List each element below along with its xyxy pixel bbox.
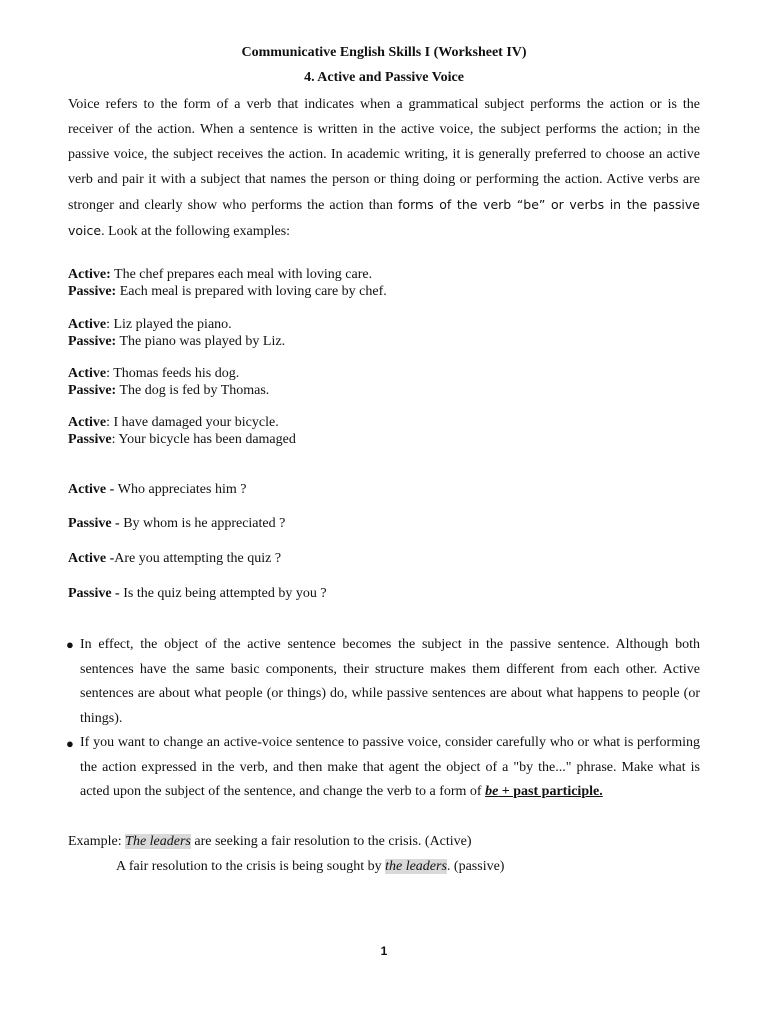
question-text: Who appreciates him ? [117, 482, 247, 497]
final-example-active [68, 833, 708, 850]
active-sentence: : Liz played the piano. [106, 317, 232, 332]
intro-paragraph [68, 92, 700, 244]
question-label: Passive - [68, 586, 124, 601]
passive-sentence: Each meal is prepared with loving care by chef. [116, 284, 387, 299]
passive-label: Passive: [68, 383, 117, 398]
document-title: Communicative English Skills I (Worksheet IV) [241, 45, 527, 60]
bullet-2-text: If you want to change an active-voice sentence to passive voice, consider carefully who or what is performing the action expressed in the verb, and then make that agent the object of a "by the..." phrase. Make what is acted upon the subject of the sentence, and change the verb to a form of [80, 735, 700, 799]
active-label: Active [68, 366, 107, 381]
bullet-icon: ● [66, 637, 74, 652]
past-participle-emphasis: + past participle. [498, 784, 603, 799]
example-pair-3 [68, 365, 708, 399]
active-sentence: : I have damaged your bicycle. [106, 415, 279, 430]
question-example-2 [68, 515, 708, 532]
question-label: Passive - [68, 516, 124, 531]
highlighted-phrase: the leaders [385, 859, 447, 874]
bullet-point-2 [80, 731, 700, 805]
active-label: Active [68, 317, 107, 332]
intro-text: Voice refers to the form of a verb that indicates when a grammatical subject performs the action or is the receiver of the action. When a sentence is written in the active voice, the subject performs the action; in the passive voice, the subject receives the action. In academic writing, it is generally preferred to choose an active verb and pair it with a subject that names the person or thing doing or performing the action. Active verbs are stronger and clearly show who performs the action than [68, 97, 700, 213]
be-emphasis: be [485, 784, 499, 799]
bullet-icon: ● [66, 736, 74, 751]
passive-sentence: : Your bicycle has been damaged [111, 432, 296, 447]
bullet-point-1: In effect, the object of the active sentence becomes the subject in the passive sentence. Although both sentences have the same basic components, their structure makes them different from each other. Active sentences are about what people (or things) do, while passive sentences are about what happens to people (or things). [80, 637, 700, 726]
passive-label: Passive [68, 432, 112, 447]
intro-text-end: . Look at the following examples: [101, 224, 291, 239]
active-label: Active: [68, 267, 111, 282]
passive-label: Passive: [68, 284, 117, 299]
question-label: Active - [68, 482, 118, 497]
active-sentence: : Thomas feeds his dog. [106, 366, 240, 381]
final-example-passive [116, 858, 756, 875]
question-text: By whom is he appreciated ? [123, 516, 286, 531]
example-sentence: are seeking a fair resolution to the crisis. (Active) [190, 834, 472, 849]
highlighted-phrase: The leaders [125, 834, 191, 849]
active-label: Active [68, 415, 107, 430]
example-pair-4 [68, 414, 708, 448]
question-label: Active - [68, 551, 115, 566]
question-text: Are you attempting the quiz ? [114, 551, 282, 566]
passive-label: Passive: [68, 334, 117, 349]
example-pair-2 [68, 316, 708, 350]
page-number: 1 [380, 944, 388, 958]
section-heading: 4. Active and Passive Voice [304, 70, 464, 85]
passive-sentence: The dog is fed by Thomas. [116, 383, 270, 398]
active-sentence: The chef prepares each meal with loving care. [110, 267, 373, 282]
question-example-3 [68, 550, 708, 567]
example-sentence-end: . (passive) [446, 859, 505, 874]
example-label: Example: [68, 834, 126, 849]
passive-sentence: The piano was played by Liz. [116, 334, 286, 349]
example-pair-1 [68, 266, 708, 300]
question-example-1 [68, 481, 708, 498]
question-example-4 [68, 585, 708, 602]
question-text: Is the quiz being attempted by you ? [123, 586, 327, 601]
intro-sans-phrase: forms of the verb “be” or verbs in the passive voice [68, 197, 700, 238]
example-sentence: A fair resolution to the crisis is being sought by [116, 859, 386, 874]
